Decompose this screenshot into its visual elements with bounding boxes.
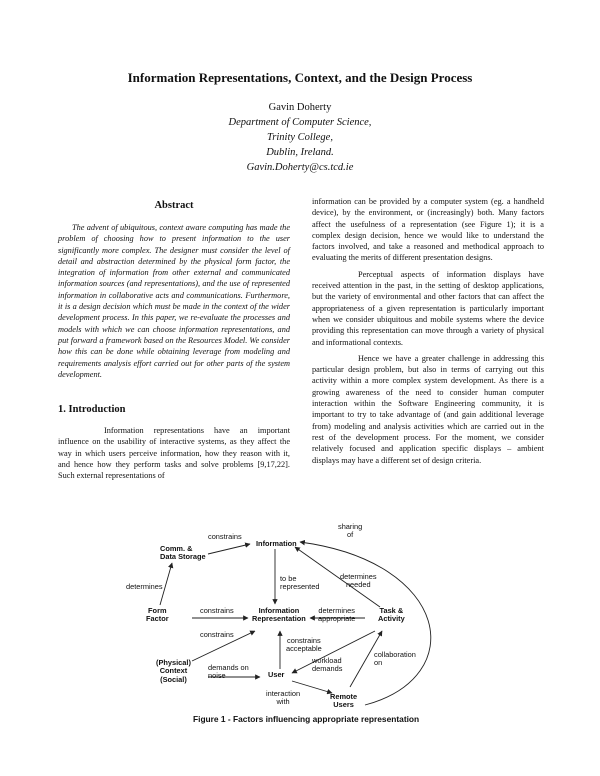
right-column bbox=[312, 196, 544, 466]
left-column bbox=[58, 198, 290, 482]
edge-label-demands-on-noise: demands on noise bbox=[208, 663, 249, 681]
author-institution: Trinity College, bbox=[267, 132, 333, 143]
edge-label-sharing-of: sharing of bbox=[338, 522, 363, 540]
edge-label-to-be-represented: to be represented bbox=[280, 574, 320, 592]
node-comm-data-storage: Comm. & Data Storage bbox=[160, 544, 206, 562]
abstract-text: The advent of ubiquitous, context aware computing has made the problem of choosing how to present information to the user significantly more complex. The designer must consider the level of detail and abstraction determined by the physical form factor, the integration of information from other external and communicated information sources (and representations), and the use of represented information in collaborative acts and communications. Furthermore, it is a design decision which must be made in the context of the wider development process. In this paper, we re-evaluate the processes and models with which we can choose information representations, and put forward a framework based on the Resources Model. We consider how this can be done while obtaining leverage from modeling and requirements analysis effort carried out for other parts of the system development. bbox=[58, 223, 290, 379]
intro-paragraph-1: Information representations have an important influence on the usability of interactive systems, as they affect the way in which users perceive information, how they reason with it, and hence how they perform tasks and solve problems [9,17,22]. Such external representations of bbox=[58, 426, 290, 481]
edge-comm-information bbox=[208, 544, 250, 554]
edge-label-workload-demands: workload demands bbox=[312, 656, 343, 674]
right-paragraph-3: Hence we have a greater challenge in addressing this particular design problem, but also in terms of carrying out this activity within a more complex system development. As there is a growing awareness of the need to consider human computer interaction within the Software Engineering community, it is important to try to take advantage of (and gain additional leverage from) modeling and analysis activities which are carried out in the rest of the development process. For the moment, we consider relatively focused and application specific displays – ambient displays may have a different set of design criteria. bbox=[312, 353, 544, 465]
right-paragraph-1: information can be provided by a computer system (eg. a handheld device), by the environment, or (increasingly) both. Many factors affect the usefulness of a representation (see Figure 1); it is a complex design decision, hence we would like to understand the factors involved, and take a reasoned and methodical approach to evaluating the merits of different presentation designs. bbox=[312, 197, 544, 263]
introduction-heading: 1. Introduction bbox=[58, 404, 126, 416]
edge-label-collaboration-on: collaboration on bbox=[374, 650, 416, 668]
author-city: Dublin, Ireland. bbox=[266, 147, 334, 158]
node-remote-users: Remote Users bbox=[330, 692, 358, 710]
abstract-heading: Abstract bbox=[154, 200, 194, 211]
node-user: User bbox=[268, 670, 285, 679]
author-block bbox=[0, 100, 600, 175]
node-task-activity: Task & Activity bbox=[378, 606, 405, 624]
edge-label-constrains-acceptable: constrains acceptable bbox=[286, 636, 322, 654]
figure-1-caption: Figure 1 - Factors influencing appropriate representation bbox=[193, 714, 420, 724]
author-department: Department of Computer Science, bbox=[228, 117, 372, 128]
node-form-factor: Form Factor bbox=[146, 606, 169, 624]
edge-label-constrains-top: constrains bbox=[208, 532, 242, 541]
edge-label-determines-left: determines bbox=[126, 582, 163, 591]
node-information-representation: Information Representation bbox=[252, 606, 306, 624]
edge-label-determines-needed: determines needed bbox=[340, 572, 377, 590]
edge-label-interaction-with: interaction with bbox=[266, 689, 301, 707]
edge-label-constrains-context: constrains bbox=[200, 630, 234, 639]
node-information: Information bbox=[256, 539, 297, 548]
edge-label-determines-appropriate: determines appropriate bbox=[318, 606, 356, 624]
node-physical-social-context: (Physical) Context (Social) bbox=[156, 658, 191, 684]
paper-title: Information Representations, Context, and the Design Process bbox=[127, 70, 473, 85]
edge-label-constrains-mid: constrains bbox=[200, 606, 234, 615]
author-name: Gavin Doherty bbox=[268, 102, 332, 113]
right-paragraph-2: Perceptual aspects of information displays have received attention in the past, in the setting of desktop applications, but the variety of environmental and other factors that can affect the appropriateness of a given representation is particularly important when we consider ubiquitous and mobile systems where the device providing this representation can move through a variety of physical and informational contexts. bbox=[312, 269, 544, 347]
author-email: Gavin.Doherty@cs.tcd.ie bbox=[246, 162, 354, 173]
